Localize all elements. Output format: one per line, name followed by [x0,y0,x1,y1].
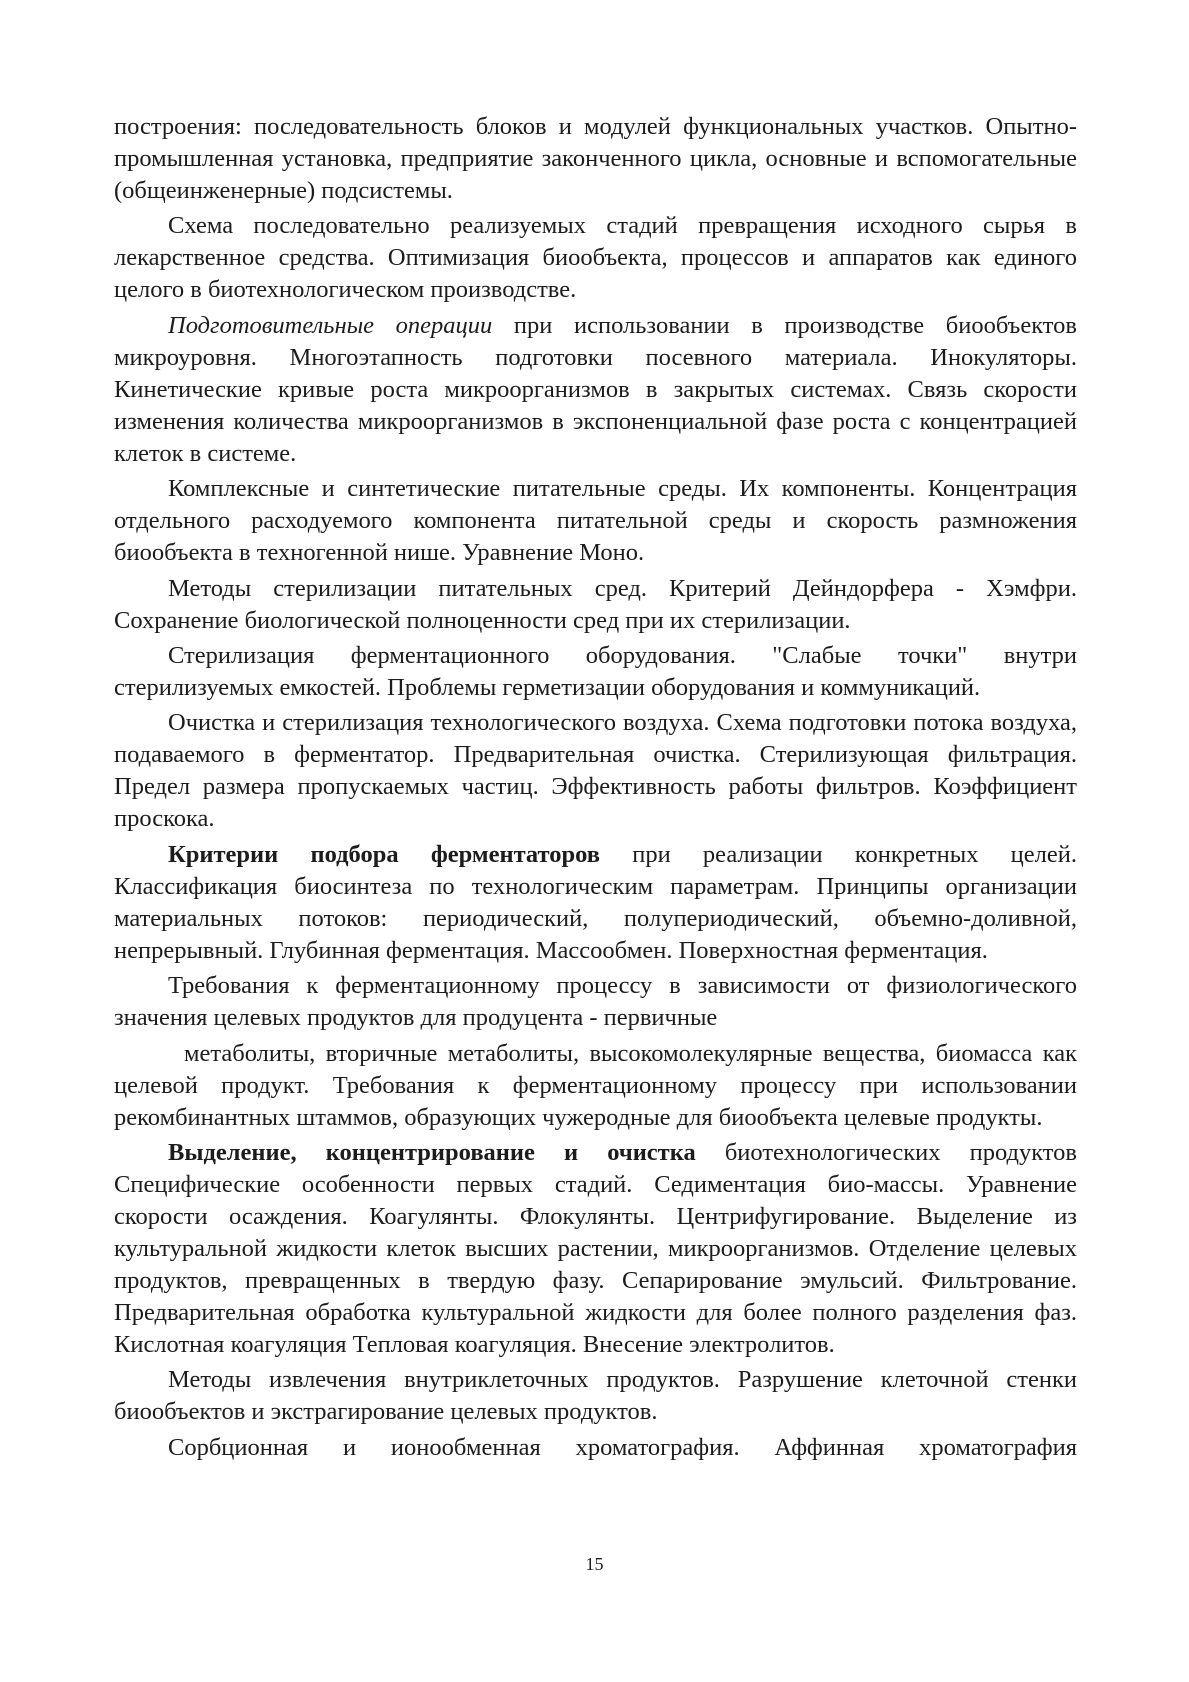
paragraph [114,839,1077,967]
paragraph-text: при использовании в производстве биообъектов микроуровня. Многоэтапность подготовки посевного материала. Инокуляторы. Кинетические кривые роста микроорганизмов в закрытых системах. Связь скорости изменения количества микроорганизмов в экспоненциальной фазе роста с концентрацией клеток в системе. [114,311,1077,467]
paragraph: Сорбционная и ионообменная хроматография. Аффинная хроматография [168,1433,1077,1461]
paragraph [114,1137,1077,1361]
paragraph-text: при реализации конкретных целей. Классификация биосинтеза по технологическим параметрам. Принципы организации материальных потоков: периодический, полупериодический, объемно-доливной, непрерывный. Глубинная ферментация. Массообмен. Поверхностная ферментация. [114,840,1077,964]
bold-term: Критерии подбора ферментаторов [168,840,600,868]
paragraph: Методы стерилизации питательных сред. Критерий Дейндорфера - Хэмфри. Сохранение биологической полноценности сред при их стерилизации. [114,574,1077,634]
bold-term: Выделение, концентрирование и очистка [168,1138,696,1166]
paragraph: построения: последовательность блоков и модулей функциональных участков. Опытно-промышленная установка, предприятие законченного цикла, основные и вспомогательные (общеинженерные) подсистемы. [114,113,1077,204]
body-text [114,111,1077,1467]
paragraph: метаболиты, вторичные метаболиты, высокомолекулярные вещества, биомасса как целевой продукт. Требования к ферментационному процессу при использовании рекомбинантных штаммов, образующих чужеродные для биообъекта целевые продукты. [114,1039,1077,1131]
paragraph-text: биотехнологических продуктов Специфические особенности первых стадий. Седиментация био-массы. Уравнение скорости осаждения. Коагулянты. Флокулянты. Центрифугирование. Выделение из культуральной жидкости клеток высших растении, микроорганизмов. Отделение целевых продуктов, превращенных в твердую фазу. Сепарирование эмульсий. Фильтрование. Предварительная обработка культуральной жидкости для более полного разделения фаз. Кислотная коагуляция Тепловая коагуляция. Внесение электролитов. [114,1138,1077,1358]
paragraph: Комплексные и синтетические питательные среды. Их компоненты. Концентрация отдельного расходуемого компонента питательной среды и скорость размножения биообъекта в техногенной нише. Уравнение Моно. [114,475,1077,567]
paragraph [114,310,1077,470]
paragraph: Очистка и стерилизация технологического воздуха. Схема подготовки потока воздуха, подаваемого в ферментатор. Предварительная очистка. Стерилизующая фильтрация. Предел размера пропускаемых частиц. Эффективность работы фильтров. Коэффициент проскока. [114,709,1077,833]
paragraph: Стерилизация ферментационного оборудования. "Слабые точки" внутри стерилизуемых емкостей. Проблемы герметизации оборудования и коммуникаций. [114,641,1077,701]
paragraph: Схема последовательно реализуемых стадий превращения исходного сырья в лекарственное средства. Оптимизация биообъекта, процессов и аппаратов как единого целого в биотехнологическом производстве. [114,212,1077,304]
paragraph: Методы извлечения внутриклеточных продуктов. Разрушение клеточной стенки биообъектов и экстрагирование целевых продуктов. [114,1366,1077,1426]
italic-term: Подготовительные операции [168,311,493,339]
page-number: 15 [585,1554,604,1574]
paragraph: Требования к ферментационному процессу в зависимости от физиологического значения целевых продуктов для продуцента - первичные [114,972,1077,1032]
